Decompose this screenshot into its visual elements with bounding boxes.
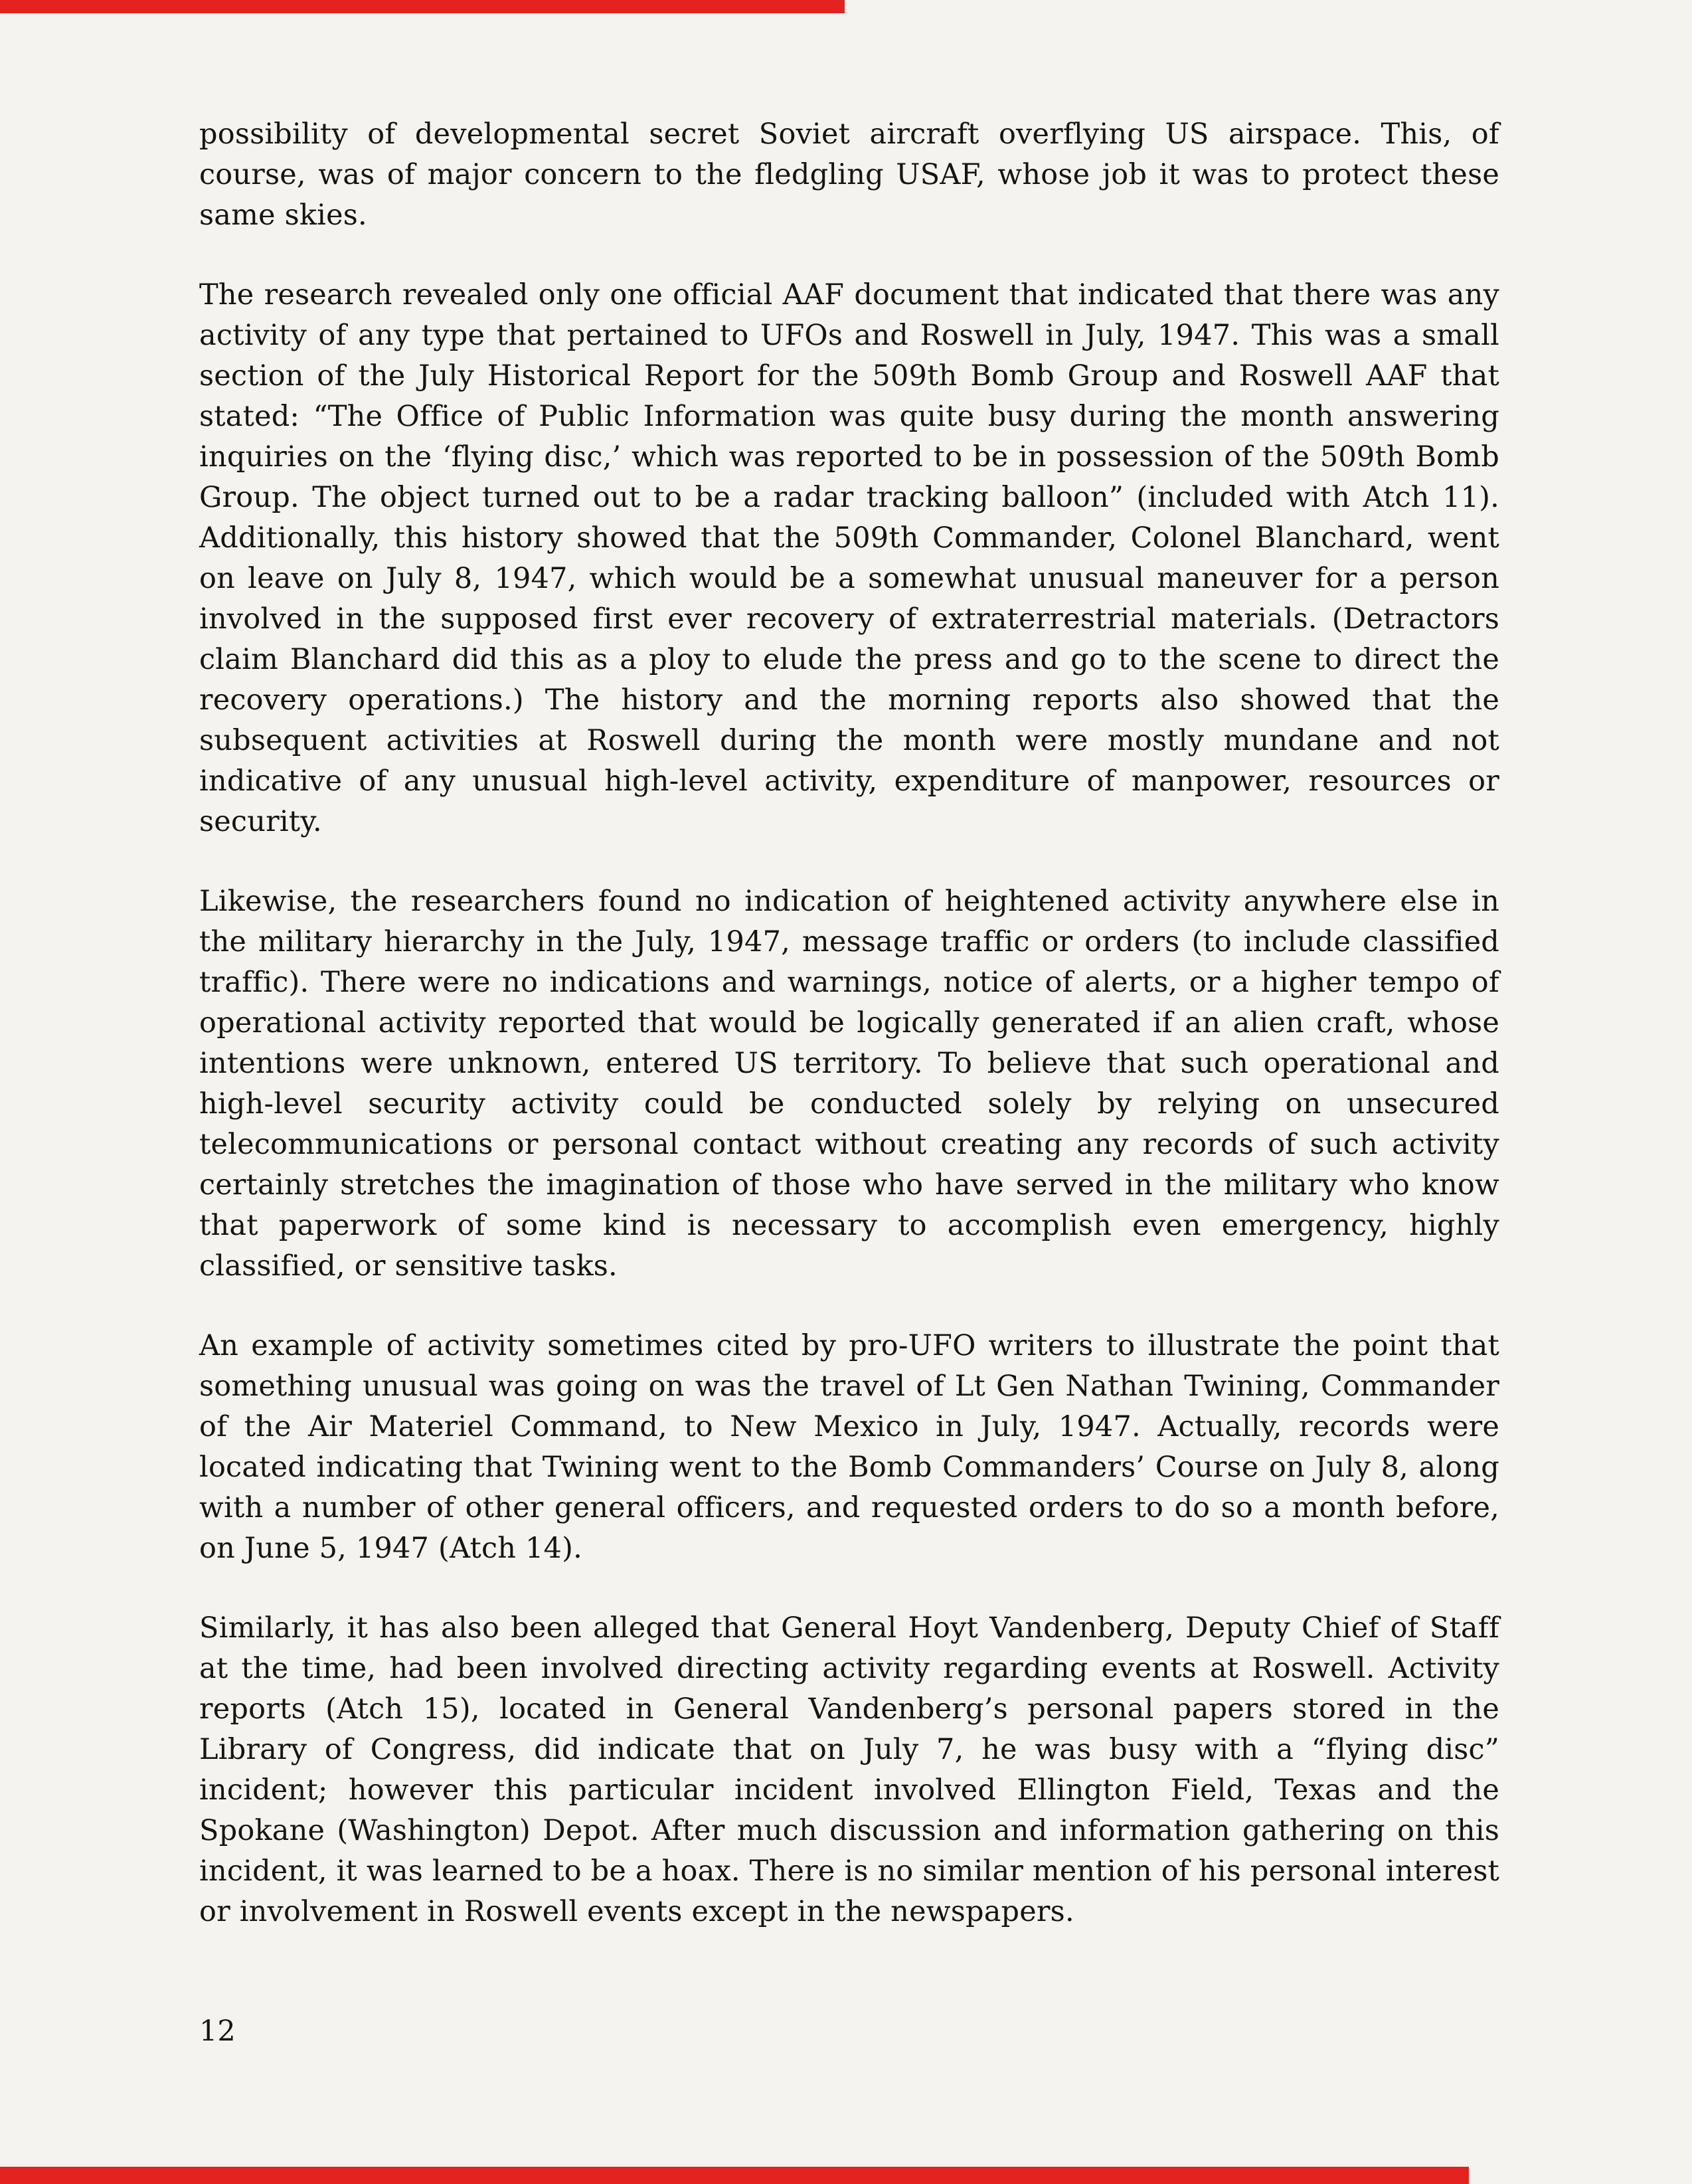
page-text-block (199, 114, 1499, 1932)
paragraph: Likewise, the researchers found no indication of heightened activity anywhere else in the military hierarchy in the July, 1947, message traffic or orders (to include classified traffic). There were no indications and warnings, notice of alerts, or a higher tempo of operational activity reported that would be logically generated if an alien craft, whose intentions were unknown, entered US territory. To believe that such operational and high-level security activity could be conducted solely by relying on unsecured telecommunications or personal contact without creating any records of such activity certainly stretches the imagination of those who have served in the military who know that paperwork of some kind is necessary to accomplish even emergency, highly classified, or sensitive tasks. (199, 885, 1499, 1283)
paragraph: possibility of developmental secret Soviet aircraft overflying US airspace. This, of course, was of major concern to the fledgling USAF, whose job it was to protect these same skies. (199, 118, 1499, 232)
paragraph: An example of activity sometimes cited by pro-UFO writers to illustrate the point that something unusual was going on was the travel of Lt Gen Nathan Twining, Commander of the Air Materiel Command, to New Mexico in July, 1947. Actually, records were located indicating that Twining went to the Bomb Commanders’ Course on July 8, along with a number of other general officers, and requested orders to do so a month before, on June 5, 1947 (Atch 14). (199, 1329, 1499, 1565)
paragraph: The research revealed only one official AAF document that indicated that there was any activity of any type that pertained to UFOs and Roswell in July, 1947. This was a small section of the July Historical Report for the 509th Bomb Group and Roswell AAF that stated: “The Office of Public Information was quite busy during the month answering inquiries on the ‘flying disc,’ which was reported to be in possession of the 509th Bomb Group. The object turned out to be a radar tracking balloon” (included with Atch 11). Additionally, this history showed that the 509th Commander, Colonel Blanchard, went on leave on July 8, 1947, which would be a somewhat unusual maneuver for a person involved in the supposed first ever recovery of extraterrestrial materials. (Detractors claim Blanchard did this as a ploy to elude the press and go to the scene to direct the recovery operations.) The history and the morning reports also showed that the subsequent activities at Roswell during the month were mostly mundane and not indicative of any unusual high-level activity, expenditure of manpower, resources or security. (199, 278, 1499, 838)
scan-artifact-bottom-bar (0, 2167, 1469, 2184)
scan-artifact-top-bar (0, 0, 845, 13)
paragraph: Similarly, it has also been alleged that General Hoyt Vandenberg, Deputy Chief of Staff at the time, had been involved directing activity regarding events at Roswell. Activity reports (Atch 15), located in General Vandenberg’s personal papers stored in the Library of Congress, did indicate that on July 7, he was busy with a “flying disc” incident; however this particular incident involved Ellington Field, Texas and the Spokane (Washington) Depot. After much discussion and information gathering on this incident, it was learned to be a hoax. There is no similar mention of his personal interest or involvement in Roswell events except in the newspapers. (199, 1611, 1499, 1928)
page-number: 12 (199, 2015, 236, 2048)
